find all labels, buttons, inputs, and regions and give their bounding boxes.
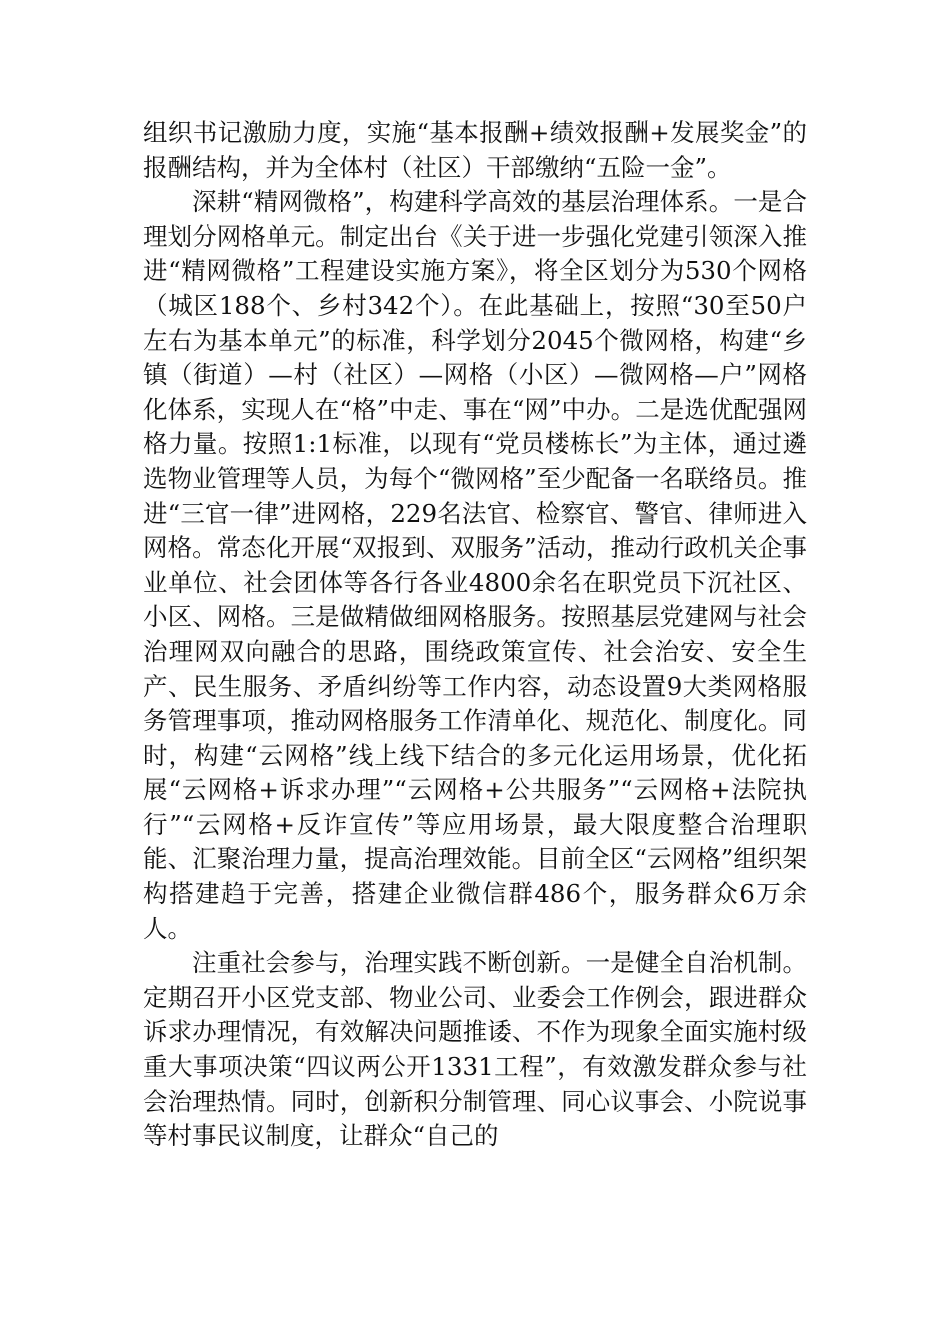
paragraph-continuation: 组织书记激励力度，实施“基本报酬+绩效报酬+发展奖金”的报酬结构，并为全体村（社区）干部缴纳“五险一金”。	[143, 118, 807, 182]
paragraph-social-participation: 注重社会参与，治理实践不断创新。一是健全自治机制。定期召开小区党支部、物业公司、业委会工作例会，跟进群众诉求办理情况，有效解决问题推诿、不作为现象全面实施村级重大事项决策“四议两公开1331工程”，有效激发群众参与社会治理热情。同时，创新积分制管理、同心议事会、小院说事等村事民议制度，让群众“自己的	[143, 948, 807, 1151]
document-body	[143, 116, 807, 1154]
paragraph-grid-governance: 深耕“精网微格”，构建科学高效的基层治理体系。一是合理划分网格单元。制定出台《关于进一步强化党建引领深入推进“精网微格”工程建设实施方案》，将全区划分为530个网格（城区188个、乡村342个）。在此基础上，按照“30至50户左右为基本单元”的标准，科学划分2045个微网格，构建“乡镇（街道）—村（社区）—网格（小区）—微网格—户”网格化体系，实现人在“格”中走、事在“网”中办。二是选优配强网格力量。按照1:1标准，以现有“党员楼栋长”为主体，通过遴选物业管理等人员，为每个“微网格”至少配备一名联络员。推进“三官一律”进网格，229名法官、检察官、警官、律师进入网格。常态化开展“双报到、双服务”活动，推动行政机关企事业单位、社会团体等各行各业4800余名在职党员下沉社区、小区、网格。三是做精做细网格服务。按照基层党建网与社会治理网双向融合的思路，围绕政策宣传、社会治安、安全生产、民生服务、矛盾纠纷等工作内容，动态设置9大类网格服务管理事项，推动网格服务工作清单化、规范化、制度化。同时，构建“云网格”线上线下结合的多元化运用场景，优化拓展“云网格+诉求办理”“云网格+公共服务”“云网格+法院执行”“云网格+反诈宣传”等应用场景，最大限度整合治理职能、汇聚治理力量，提高治理效能。目前全区“云网格”组织架构搭建趋于完善，搭建企业微信群486个，服务群众6万余人。	[143, 187, 807, 943]
